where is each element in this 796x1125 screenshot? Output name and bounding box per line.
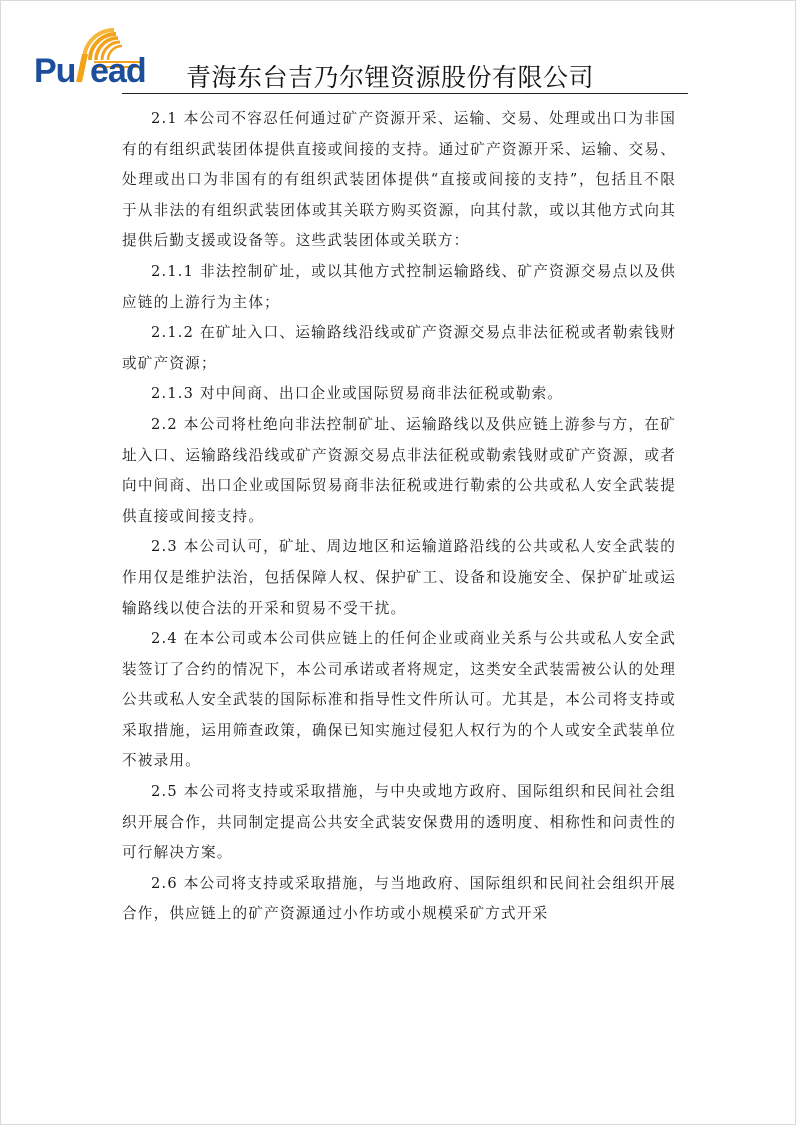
paragraph-2-2: 2.2 本公司将杜绝向非法控制矿址、运输路线以及供应链上游参与方，在矿址入口、运输路线沿线或矿产资源交易点非法征税或勒索钱财或矿产资源，或者向中间商、出口企业或国际贸易商非法征税或进行勒索的公共或私人安全武装提供直接或间接支持。 (122, 415, 676, 525)
paragraph-2-1-3: 2.1.3 对中间商、出口企业或国际贸易商非法征税或勒索。 (151, 385, 564, 403)
paragraph-2-6: 2.6 本公司将支持或采取措施，与当地政府、国际组织和民间社会组织开展合作，供应链上的矿产资源通过小作坊或小规模采矿方式开采 (122, 874, 676, 923)
paragraph-2-1-1: 2.1.1 非法控制矿址，或以其他方式控制运输路线、矿产资源交易点以及供应链的上游行为主体； (122, 262, 676, 311)
pulead-logo-icon (32, 24, 150, 92)
paragraph-2-5: 2.5 本公司将支持或采取措施，与中央或地方政府、国际组织和民间社会组织开展合作，共同制定提高公共安全武装安保费用的透明度、相称性和问责性的可行解决方案。 (122, 783, 676, 862)
svg-text:ead: ead (90, 52, 146, 90)
company-name: 青海东台吉乃尔锂资源股份有限公司 (186, 63, 595, 92)
document-body (122, 104, 676, 930)
paragraph-2-1-2: 2.1.2 在矿址入口、运输路线沿线或矿产资源交易点非法征税或者勒索钱财或矿产资源； (122, 324, 676, 372)
page-header (28, 18, 690, 94)
header-divider (122, 93, 688, 94)
company-logo (32, 24, 150, 92)
paragraph-2-1: 2.1 本公司不容忍任何通过矿产资源开采、运输、交易、处理或出口为非国有的有组织武装团体提供直接或间接的支持。通过矿产资源开采、运输、交易、处理或出口为非国有的有组织武装团体提供“直接或间接的支持”，包括且不限于从非法的有组织武装团体或其关联方购买资源，向其付款，或以其他方式向其提供后勤支援或设备等。这些武装团体或关联方： (122, 110, 676, 250)
paragraph-2-4: 2.4 在本公司或本公司供应链上的任何企业或商业关系与公共或私人安全武装签订了合约的情况下，本公司承诺或者将规定，这类安全武装需被公认的处理公共或私人安全武装的国际标准和指导性文件所认可。尤其是，本公司将支持或采取措施，运用筛查政策，确保已知实施过侵犯人权行为的个人或安全武装单位不被录用。 (122, 630, 676, 770)
paragraph-2-3: 2.3 本公司认可，矿址、周边地区和运输道路沿线的公共或私人安全武装的作用仅是维护法治，包括保障人权、保护矿工、设备和设施安全、保护矿址或运输路线以使合法的开采和贸易不受干扰。 (122, 538, 676, 617)
logo-wordmark: Pu (34, 52, 76, 90)
